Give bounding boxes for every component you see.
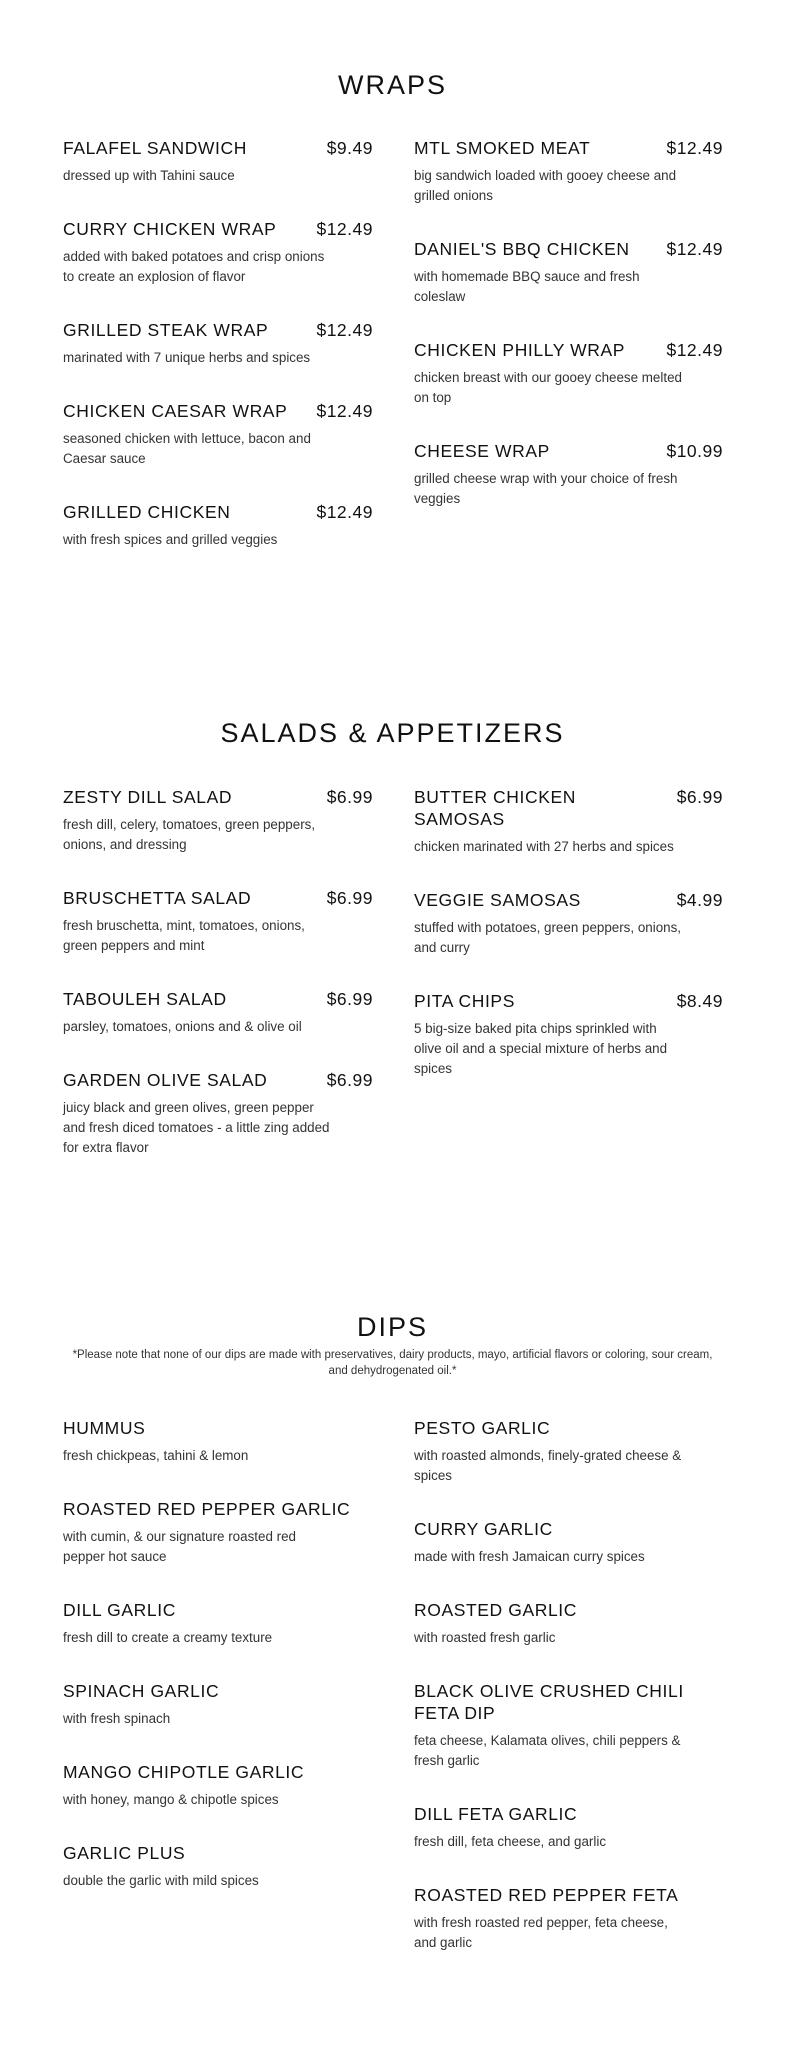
item-description: feta cheese, Kalamata olives, chili peppers & fresh garlic — [414, 1733, 681, 1768]
salads-left-column — [63, 786, 373, 1190]
item-description: with honey, mango & chipotle spices — [63, 1792, 279, 1807]
menu-item — [63, 1842, 373, 1891]
menu-item — [63, 319, 373, 368]
item-name: FALAFEL SANDWICH — [63, 138, 247, 158]
menu-item — [414, 339, 723, 408]
item-description: with cumin, & our signature roasted red pepper hot sauce — [63, 1529, 296, 1564]
item-description: seasoned chicken with lettuce, bacon and Caesar sauce — [63, 431, 311, 466]
salads-right-column — [414, 786, 723, 1111]
menu-item — [414, 1680, 723, 1771]
item-name: BUTTER CHICKEN SAMOSAS — [414, 787, 577, 829]
item-price: $12.49 — [316, 320, 373, 340]
wraps-section — [0, 70, 785, 547]
menu-item — [63, 400, 373, 469]
item-name: CHEESE WRAP — [414, 441, 550, 461]
item-description: fresh bruschetta, mint, tomatoes, onions, green peppers and mint — [63, 918, 305, 953]
item-price: $12.49 — [666, 239, 723, 259]
menu-item — [63, 988, 373, 1037]
menu-item — [63, 1069, 373, 1158]
menu-item — [414, 1518, 723, 1567]
item-name: TABOULEH SALAD — [63, 989, 227, 1009]
menu-item — [63, 501, 373, 550]
item-description: 5 big-size baked pita chips sprinkled with olive oil and a special mixture of herbs and spices — [414, 1021, 668, 1076]
salads-section — [0, 718, 785, 1155]
item-description: chicken marinated with 27 herbs and spices — [414, 839, 674, 854]
menu-item — [414, 1884, 723, 1953]
item-description: with roasted fresh garlic — [414, 1630, 556, 1645]
item-price: $6.99 — [326, 888, 373, 908]
menu-item — [414, 990, 723, 1079]
section-title: SALADS & APPETIZERS — [220, 718, 565, 748]
item-name: MANGO CHIPOTLE GARLIC — [63, 1762, 305, 1782]
item-name: PESTO GARLIC — [414, 1418, 551, 1438]
item-name: SPINACH GARLIC — [63, 1681, 220, 1701]
menu-item — [414, 786, 723, 857]
menu-item — [63, 218, 373, 287]
item-price: $12.49 — [316, 502, 373, 522]
menu-item — [63, 1417, 373, 1466]
item-description: double the garlic with mild spices — [63, 1873, 259, 1888]
item-name: CURRY CHICKEN WRAP — [63, 219, 277, 239]
item-name: DANIEL'S BBQ CHICKEN — [414, 239, 630, 259]
item-price: $6.99 — [326, 787, 373, 807]
item-description: juicy black and green olives, green pepper and fresh diced tomatoes - a little zing added for extra flavor — [63, 1100, 330, 1155]
item-price: $12.49 — [666, 138, 723, 158]
section-title: WRAPS — [337, 70, 447, 100]
item-name: ZESTY DILL SALAD — [63, 787, 233, 807]
item-name: GARLIC PLUS — [63, 1843, 186, 1863]
menu-item — [63, 1498, 373, 1567]
section-title: DIPS — [356, 1312, 429, 1342]
item-price: $8.49 — [676, 991, 723, 1011]
item-description: with homemade BBQ sauce and fresh coleslaw — [414, 269, 640, 304]
menu-item — [63, 137, 373, 186]
item-description: fresh chickpeas, tahini & lemon — [63, 1448, 249, 1463]
item-name: DILL FETA GARLIC — [414, 1804, 578, 1824]
item-name: ROASTED RED PEPPER GARLIC — [63, 1499, 351, 1519]
item-description: stuffed with potatoes, green peppers, onions, and curry — [414, 920, 682, 955]
menu-item — [63, 786, 373, 855]
menu-item — [63, 1680, 373, 1729]
item-description: fresh dill to create a creamy texture — [63, 1630, 273, 1645]
dips-left-column — [63, 1417, 373, 1923]
menu-item — [414, 137, 723, 206]
menu-item — [414, 238, 723, 307]
item-price: $6.99 — [676, 787, 723, 807]
item-name: GARDEN OLIVE SALAD — [63, 1070, 268, 1090]
item-description: with fresh spinach — [63, 1711, 171, 1726]
item-description: fresh dill, feta cheese, and garlic — [414, 1834, 607, 1849]
dips-section — [0, 1312, 785, 1950]
item-name: ROASTED RED PEPPER FETA — [414, 1885, 679, 1905]
item-price: $6.99 — [326, 1070, 373, 1090]
menu-item — [63, 1599, 373, 1648]
item-description: with roasted almonds, finely-grated cheese & spices — [414, 1448, 682, 1483]
item-name: HUMMUS — [63, 1418, 146, 1438]
item-name: PITA CHIPS — [414, 991, 515, 1011]
item-name: CURRY GARLIC — [414, 1519, 553, 1539]
dips-right-column — [414, 1417, 723, 1985]
item-name: BLACK OLIVE CRUSHED CHILI FETA DIP — [414, 1681, 684, 1723]
menu-item — [414, 1803, 723, 1852]
item-description: dressed up with Tahini sauce — [63, 168, 235, 183]
item-price: $9.49 — [326, 138, 373, 158]
item-description: with fresh roasted red pepper, feta cheese, and garlic — [414, 1915, 668, 1950]
menu-item — [414, 1417, 723, 1486]
item-price: $4.99 — [676, 890, 723, 910]
menu-item — [414, 1599, 723, 1648]
item-description: grilled cheese wrap with your choice of fresh veggies — [414, 471, 678, 506]
item-name: MTL SMOKED MEAT — [414, 138, 591, 158]
wraps-right-column — [414, 137, 723, 541]
item-description: added with baked potatoes and crisp onions to create an explosion of flavor — [63, 249, 325, 284]
item-price: $10.99 — [666, 441, 723, 461]
item-description: chicken breast with our gooey cheese melted on top — [414, 370, 682, 405]
menu-item — [63, 887, 373, 956]
item-description: marinated with 7 unique herbs and spices — [63, 350, 311, 365]
item-name: GRILLED CHICKEN — [63, 502, 231, 522]
item-description: fresh dill, celery, tomatoes, green peppers, onions, and dressing — [63, 817, 316, 852]
item-description: with fresh spices and grilled veggies — [63, 532, 278, 547]
wraps-left-column — [63, 137, 373, 582]
item-price: $12.49 — [666, 340, 723, 360]
item-price: $12.49 — [316, 401, 373, 421]
item-price: $6.99 — [326, 989, 373, 1009]
item-name: CHICKEN CAESAR WRAP — [63, 401, 288, 421]
item-description: big sandwich loaded with gooey cheese and grilled onions — [414, 168, 677, 203]
item-description: parsley, tomatoes, onions and & olive oil — [63, 1019, 302, 1034]
item-name: DILL GARLIC — [63, 1600, 176, 1620]
item-name: CHICKEN PHILLY WRAP — [414, 340, 626, 360]
item-name: BRUSCHETTA SALAD — [63, 888, 252, 908]
menu-item — [63, 1761, 373, 1810]
item-name: ROASTED GARLIC — [414, 1600, 578, 1620]
item-description: made with fresh Jamaican curry spices — [414, 1549, 645, 1564]
dips-note: *Please note that none of our dips are made with preservatives, dairy products, mayo, artificial flavors or coloring, sour cream, and dehydrogenated oil.* — [72, 1349, 713, 1377]
item-name: VEGGIE SAMOSAS — [414, 890, 581, 910]
item-price: $12.49 — [316, 219, 373, 239]
menu-item — [414, 440, 723, 509]
item-name: GRILLED STEAK WRAP — [63, 320, 269, 340]
menu-item — [414, 889, 723, 958]
